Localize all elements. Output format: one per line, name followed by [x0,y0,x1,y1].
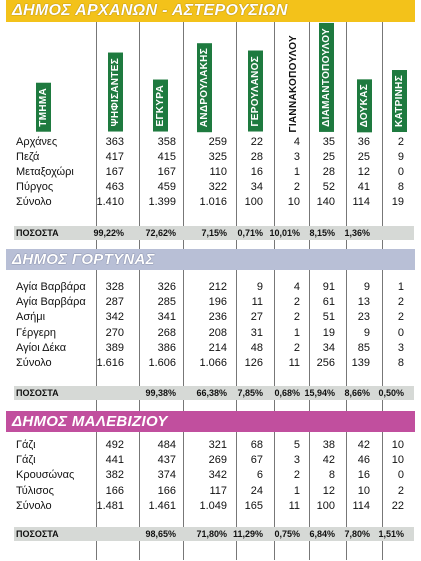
column-header-doukas [350,22,378,132]
cell-value: 9 [363,326,370,339]
cell-value: 459 [157,181,176,194]
percentage-value: 8,66% [344,388,370,398]
cell-value: 114 [352,196,370,209]
cell-value: 208 [208,326,227,339]
cell-value: 12 [357,166,370,179]
row-label: Πύργος [16,181,54,194]
cell-value: 9 [256,281,263,293]
column-label: ΔΟΥΚΑΣ [357,79,372,132]
cell-value: 3 [397,341,404,354]
table-row [14,499,414,514]
row-label: Γέργερη [16,326,56,339]
cell-value: 114 [352,499,370,512]
cell-value: 27 [250,311,263,324]
cell-value: 23 [357,311,370,324]
cell-value: 321 [208,439,227,451]
percentage-row [14,527,414,541]
cell-value: 0 [397,166,404,179]
cell-value: 51 [322,311,335,324]
column-header-giannakopoulou [278,22,308,132]
cell-value: 1 [293,484,300,497]
percentage-value: 1,36% [344,228,370,238]
table-row [14,195,414,210]
cell-value: 139 [351,357,370,369]
cell-value: 8 [397,357,404,369]
cell-value: 61 [322,296,335,309]
cell-value: 341 [157,311,176,324]
cell-value: 1.399 [148,196,176,209]
cell-value: 19 [391,196,404,209]
cell-value: 441 [105,454,124,467]
cell-value: 1.616 [96,357,124,369]
column-label: ΔΙΑΜΑΝΤΟΠΟΥΛΟΥ [319,23,334,132]
cell-value: 8 [328,469,335,482]
cell-value: 3 [293,454,300,467]
cell-value: 12 [322,484,335,497]
cell-value: 91 [322,281,335,293]
percentage-value: 0,68% [274,388,300,398]
cell-value: 2 [397,311,404,324]
cell-value: 212 [208,281,227,293]
cell-value: 42 [322,454,335,467]
cell-value: 19 [322,326,335,339]
row-label: Σύνολο [16,357,52,369]
cell-value: 117 [209,484,227,497]
cell-value: 268 [157,326,176,339]
cell-value: 2 [293,181,300,194]
cell-value: 4 [293,136,300,148]
table-row [14,295,414,310]
table-row [14,326,414,341]
table-row [14,341,414,356]
percentage-value: 0,75% [274,529,300,539]
cell-value: 1.066 [199,357,227,369]
column-header-diamantopoulou [311,22,341,132]
cell-value: 492 [105,439,124,451]
cell-value: 322 [208,181,227,194]
cell-value: 1.016 [199,196,227,209]
cell-value: 1 [293,326,300,339]
cell-value: 386 [157,341,176,354]
cell-value: 41 [357,181,370,194]
cell-value: 10 [391,454,404,467]
column-header-katrinis [385,22,413,132]
cell-value: 9 [363,281,370,293]
percentage-value: 0,50% [378,388,404,398]
percentage-row [14,386,414,400]
percentage-value: 7,85% [237,388,263,398]
row-label: Αγίοι Δέκα [16,341,67,354]
section-title-malevizi: ΔΗΜΟΣ ΜΑΛΕΒΙΖΙΟΥ [6,411,415,432]
cell-value: 10 [391,439,404,451]
cell-value: 6 [256,469,263,482]
cell-value: 11 [251,296,263,309]
cell-value: 1.481 [96,499,124,512]
cell-value: 328 [105,281,124,293]
percentage-value: 99,38% [145,388,176,398]
cell-value: 4 [293,281,300,293]
cell-value: 25 [357,151,370,164]
table-row [14,135,414,150]
cell-value: 0 [397,469,404,482]
cell-value: 22 [250,136,263,148]
cell-value: 236 [208,311,227,324]
cell-value: 165 [244,499,263,512]
cell-value: 256 [316,357,335,369]
cell-value: 36 [357,136,370,148]
section-title-gortynas: ΔΗΜΟΣ ΓΟΡΤΥΝΑΣ [6,249,415,270]
cell-value: 342 [208,469,227,482]
cell-value: 10 [287,196,300,209]
cell-value: 0 [397,326,404,339]
cell-value: 16 [357,469,370,482]
row-label: Μεταξοχώρι [16,166,74,179]
cell-value: 35 [322,136,335,148]
cell-value: 52 [322,181,335,194]
cell-value: 11 [288,499,300,512]
table-row [14,165,414,180]
cell-value: 417 [105,151,124,164]
column-header-psifisantes [98,22,133,132]
column-header-egkyra [143,22,178,132]
percentage-value: 71,80% [196,529,227,539]
column-header-tmima [14,22,72,132]
cell-value: 3 [293,151,300,164]
cell-value: 196 [208,296,227,309]
cell-value: 22 [391,499,404,512]
cell-value: 140 [316,196,335,209]
row-label: Αρχάνες [16,136,58,148]
cell-value: 126 [244,357,263,369]
table-row [14,356,414,371]
cell-value: 85 [357,341,370,354]
table-row [14,150,414,165]
row-label: Σύνολο [16,499,52,512]
column-label: ΓΕΡΟΥΛΑΝΟΣ [248,51,263,132]
column-label: ΚΑΤΡΙΝΗΣ [392,70,407,132]
cell-value: 363 [105,136,124,148]
cell-value: 285 [157,296,176,309]
cell-value: 31 [250,326,263,339]
cell-value: 415 [157,151,176,164]
cell-value: 342 [105,311,124,324]
table-row [14,484,414,499]
column-label: ΓΙΑΝΝΑΚΟΠΟΥΛΟΥ [287,34,299,132]
cell-value: 1.461 [148,499,176,512]
column-header-geroulanos [240,22,270,132]
row-label: Γάζι [16,454,36,467]
cell-value: 259 [208,136,227,148]
row-label: Ασήμι [16,311,46,324]
cell-value: 1.606 [148,357,176,369]
table-row [14,453,414,468]
table-row [14,438,414,453]
cell-value: 24 [250,484,263,497]
percentage-label: ΠΟΣΟΣΤΑ [16,388,59,398]
row-label: Αγία Βαρβάρα [16,296,86,309]
cell-value: 48 [250,341,263,354]
cell-value: 2 [293,469,300,482]
cell-value: 2 [397,136,404,148]
cell-value: 5 [293,439,300,451]
percentage-value: 0,71% [237,228,263,238]
cell-value: 13 [357,296,370,309]
cell-value: 463 [105,181,124,194]
cell-value: 374 [157,469,176,482]
column-label: ΕΓΚΥΡΑ [153,80,168,132]
column-label: ΑΝΔΡΟΥΛΑΚΗΣ [197,43,212,132]
percentage-value: 6,84% [309,529,335,539]
column-label: ΨΗΦΙΣΑΝΤΕΣ [108,53,123,132]
percentage-label: ΠΟΣΟΣΤΑ [16,529,59,539]
percentage-value: 99,22% [93,228,124,238]
cell-value: 167 [105,166,124,179]
percentage-label: ΠΟΣΟΣΤΑ [16,228,59,238]
cell-value: 46 [357,454,370,467]
cell-value: 34 [322,341,335,354]
cell-value: 2 [293,311,300,324]
cell-value: 1.410 [96,196,124,209]
cell-value: 42 [357,439,370,451]
row-label: Σύνολο [16,196,52,209]
cell-value: 287 [105,296,124,309]
cell-value: 8 [397,181,404,194]
percentage-value: 98,65% [145,529,176,539]
percentage-value: 15,94% [304,388,335,398]
table-row [14,468,414,483]
cell-value: 67 [250,454,263,467]
percentage-value: 7,80% [344,529,370,539]
cell-value: 358 [157,136,176,148]
percentage-value: 11,29% [232,529,263,539]
row-label: Γάζι [16,439,36,451]
cell-value: 270 [105,326,124,339]
cell-value: 38 [322,439,335,451]
cell-value: 389 [105,341,124,354]
percentage-row [14,226,414,240]
cell-value: 214 [208,341,227,354]
cell-value: 325 [208,151,227,164]
cell-value: 28 [322,166,335,179]
percentage-value: 10,01% [269,228,300,238]
cell-value: 34 [250,181,263,194]
table-row [14,180,414,195]
table-row [14,310,414,325]
cell-value: 100 [316,499,335,512]
cell-value: 11 [288,357,300,369]
percentage-value: 8,15% [309,228,335,238]
cell-value: 2 [397,296,404,309]
row-label: Αγία Βαρβάρα [16,281,86,293]
table-row [14,280,414,295]
cell-value: 1.049 [199,499,227,512]
cell-value: 167 [157,166,176,179]
percentage-value: 7,15% [201,228,227,238]
cell-value: 28 [250,151,263,164]
cell-value: 2 [293,296,300,309]
cell-value: 1 [397,281,404,293]
cell-value: 437 [157,454,176,467]
cell-value: 2 [397,484,404,497]
column-label: ΤΜΗΜΑ [36,83,51,132]
cell-value: 68 [250,439,263,451]
column-header-androulakis [187,22,222,132]
row-label: Πεζά [16,151,40,164]
cell-value: 10 [357,484,370,497]
percentage-value: 66,38% [196,388,227,398]
cell-value: 382 [105,469,124,482]
cell-value: 2 [293,341,300,354]
cell-value: 16 [250,166,263,179]
cell-value: 166 [105,484,124,497]
cell-value: 484 [157,439,176,451]
cell-value: 9 [397,151,404,164]
section-title-arxanon: ΔΗΜΟΣ ΑΡΧΑΝΩΝ - ΑΣΤΕΡΟΥΣΙΩΝ [6,0,415,22]
cell-value: 166 [157,484,176,497]
cell-value: 269 [208,454,227,467]
row-label: Κρουσώνας [16,469,75,482]
cell-value: 100 [244,196,263,209]
cell-value: 1 [293,166,300,179]
cell-value: 25 [322,151,335,164]
cell-value: 326 [157,281,176,293]
cell-value: 110 [209,166,227,179]
percentage-value: 1,51% [378,529,404,539]
row-label: Τύλισος [16,484,54,497]
percentage-value: 72,62% [145,228,176,238]
